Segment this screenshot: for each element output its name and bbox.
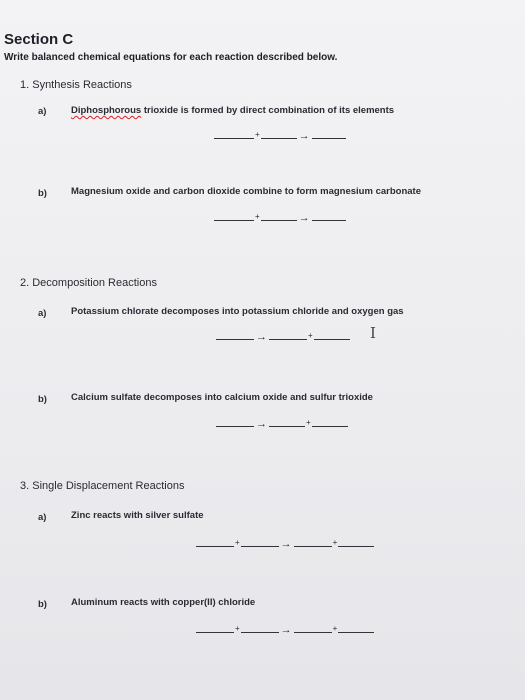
item-description [71, 105, 394, 116]
answer-blank[interactable] [214, 212, 254, 221]
answer-blank[interactable] [294, 624, 332, 633]
answer-blank[interactable] [241, 538, 279, 547]
answer-blank[interactable] [216, 331, 254, 340]
answer-blank[interactable] [269, 418, 305, 427]
arrow-icon: → [280, 538, 292, 550]
plus-sign: + [235, 538, 240, 547]
answer-blank[interactable] [196, 624, 234, 633]
text-cursor-icon: I [370, 324, 376, 342]
heading-single-displacement: 3. Single Displacement Reactions [20, 480, 185, 492]
answer-blank[interactable] [338, 538, 374, 547]
plus-sign: + [332, 538, 338, 547]
equation-blanks [216, 418, 348, 430]
answer-blank[interactable] [338, 624, 374, 633]
plus-sign: + [306, 418, 311, 427]
item-description-text: trioxide is formed by direct combination of its elements [141, 105, 395, 116]
item-description: Calcium sulfate decomposes into calcium oxide and sulfur trioxide [71, 392, 373, 403]
misspelled-word: Diphosphorous [71, 105, 142, 116]
plus-sign: + [332, 624, 338, 633]
item-description: Aluminum reacts with copper(II) chloride [71, 597, 256, 608]
answer-blank[interactable] [261, 212, 297, 221]
arrow-icon: → [256, 418, 267, 430]
item-letter: b) [38, 394, 47, 405]
equation-blanks [196, 624, 374, 636]
answer-blank[interactable] [261, 130, 297, 139]
item-description: Potassium chlorate decomposes into potassium chloride and oxygen gas [71, 306, 404, 317]
answer-blank[interactable] [312, 130, 346, 139]
arrow-icon: → [298, 212, 310, 224]
equation-blanks [214, 212, 346, 224]
instructions: Write balanced chemical equations for each reaction described below. [4, 52, 338, 63]
heading-decomposition: 2. Decomposition Reactions [20, 277, 157, 289]
arrow-icon: → [298, 130, 310, 142]
plus-sign: + [255, 130, 260, 139]
arrow-icon: → [280, 624, 292, 636]
equation-blanks [214, 130, 346, 142]
answer-blank[interactable] [216, 418, 254, 427]
answer-blank[interactable] [214, 130, 254, 139]
answer-blank[interactable] [196, 538, 234, 547]
answer-blank[interactable] [312, 418, 348, 427]
answer-blank[interactable] [241, 624, 279, 633]
item-letter: a) [38, 106, 47, 117]
plus-sign: + [235, 624, 240, 633]
section-title: Section C [4, 31, 74, 48]
item-letter: a) [38, 512, 47, 523]
item-description: Magnesium oxide and carbon dioxide combine to form magnesium carbonate [71, 186, 421, 197]
item-letter: b) [38, 188, 47, 199]
plus-sign: + [308, 331, 313, 340]
answer-blank[interactable] [314, 331, 350, 340]
answer-blank[interactable] [294, 538, 332, 547]
answer-blank[interactable] [269, 331, 307, 340]
heading-synthesis: 1. Synthesis Reactions [20, 79, 132, 91]
answer-blank[interactable] [312, 212, 346, 221]
arrow-icon: → [256, 331, 267, 343]
item-letter: a) [38, 308, 47, 319]
equation-blanks [196, 538, 374, 550]
item-description: Zinc reacts with silver sulfate [71, 510, 204, 521]
plus-sign: + [255, 212, 260, 221]
item-letter: b) [38, 599, 47, 610]
equation-blanks [216, 331, 350, 343]
